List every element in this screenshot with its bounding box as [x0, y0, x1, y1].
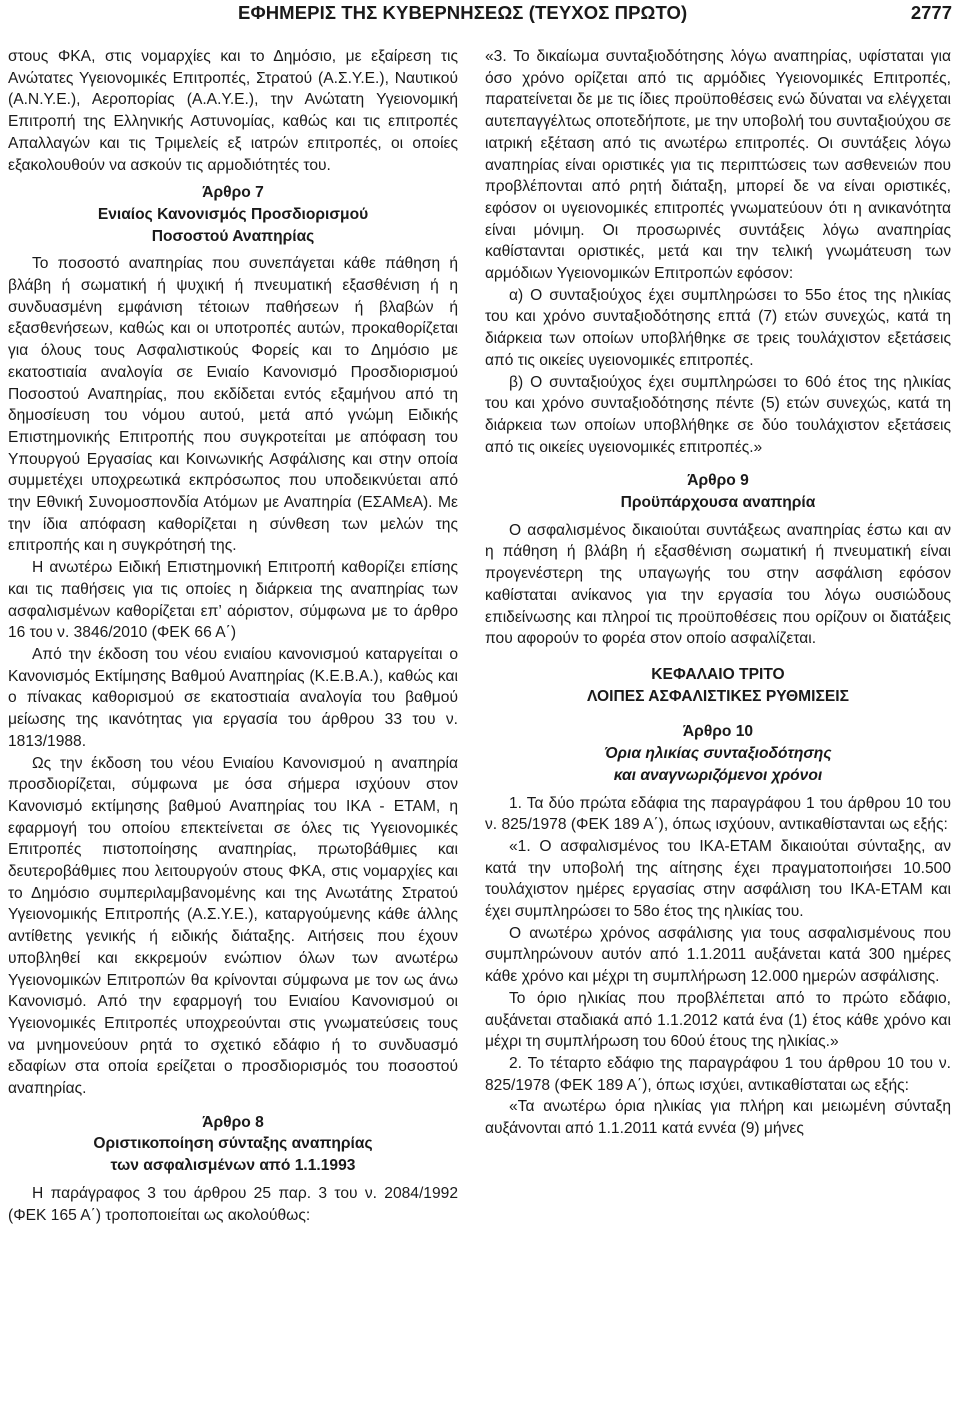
page-header: [0, 0, 960, 32]
article-7-heading: [8, 182, 458, 247]
list-item-a: α) Ο συνταξιούχος έχει συμπληρώσει το 55ο έτος της ηλικίας του και χρόνο συνταξιοδότησης επτά (7) ετών συνεχώς, κατά τη διάρκεια των οποίων υποβλήθηκε σε τρεις τουλάχιστον εξετάσεις από τις οικείες υγειονομικές επιτροπές.: [485, 286, 951, 369]
article-title: Προϋπάρχουσα αναπηρία: [620, 494, 816, 512]
gazette-title: ΕΦΗΜΕΡΙΣ ΤΗΣ ΚΥΒΕΡΝΗΣΕΩΣ (ΤΕΥΧΟΣ ΠΡΩΤΟ): [238, 2, 688, 23]
paragraph: «1. Ο ασφαλισμένος του ΙΚΑ-ΕΤΑΜ δικαιούται σύνταξης, αν κατά την υποβολή της αίτησης έχει πραγματοποιήσει 10.500 τουλάχιστον ημέρες εργασίας στην ασφάλιση του ΙΚΑ-ΕΤΑΜ και έχει συμπληρώσει το 58ο έτος της ηλικίας του.: [485, 837, 951, 921]
article-9-heading: [485, 470, 951, 513]
article-title: και αναγνωριζόμενοι χρόνοι: [613, 766, 823, 784]
paragraph: Ως την έκδοση του νέου Ενιαίου Κανονισμού η αναπηρία προσδιορίζεται, σύμφωνα με όσα σήμερα ισχύουν στον Κανονισμό εκτίμησης βαθμού Αναπηρίας του ΙΚΑ - ΕΤΑΜ, η εφαρμογή του οποίου επεκτείνεται σε όλες τις Υγειονομικές Επιτροπές πιστοποίησης αναπηρίας, πρωτοβάθμιες και δευτεροβάθμιες που λειτουργούν στους ΦΚΑ, στις νομαρχίες και το Δημόσιο συμπεριλαμβανομένης και της Ανωτάτης Στρατού Υγειονομικής Επιτροπής (Α.Σ.Υ.Ε.), καταργούμενης κάθε άλλης αντίθετης γενικής ή ειδικής διάταξης. Αιτήσεις που έχουν υποβληθεί και εκκρεμούν ενώπιον όλων των ανωτέρω Υγειονομικών Επιτροπών θα κρίνονται σύμφωνα με τον ως άνω Κανονισμό. Από την εφαρμογή του Ενιαίου Κανονισμού οι Υγειονομικές Επιτροπές υποχρεούνται στις γνωματεύσεις τους να μνημονεύουν ρητά το σχετικό εδάφιο ή το συνδυασμό εδαφίων στα οποία ερείζεται ο προσδιορισμός του ποσοστού αναπηρίας.: [8, 754, 458, 1098]
paragraph: Το όριο ηλικίας που προβλέπεται από το πρώτο εδάφιο, αυξάνεται σταδιακά από 1.1.2012 κατά ένα (1) έτος κάθε χρόνο και μέχρι τη συμπλήρωση του 60ού έτους της ηλικίας.»: [485, 989, 951, 1051]
paragraph: Η παράγραφος 3 του άρθρου 25 παρ. 3 του ν. 2084/1992 (ΦΕΚ 165 Α΄) τροποποιείται ως ακολούθως:: [8, 1184, 458, 1224]
chapter-title: ΛΟΙΠΕΣ ΑΣΦΑΛΙΣΤΙΚΕΣ ΡΥΘΜΙΣΕΙΣ: [587, 687, 849, 705]
paragraph: Από την έκδοση του νέου ενιαίου κανονισμού καταργείται ο Κανονισμός Εκτίμησης Βαθμού Αναπηρίας (Κ.Ε.Β.Α.), καθώς και ο πίνακας καθορισμού σε εκατοστιαία αναλογία του βαθμού μείωσης της ικανότητας για εργασία του άρθρου 33 του ν. 1813/1988.: [8, 645, 458, 750]
paragraph: Ο ανωτέρω χρόνος ασφάλισης για τους ασφαλισμένους που συμπληρώνουν αυτόν από 1.1.2011 αυξάνεται κατά 300 ημέρες κάθε χρόνο και μέχρι τη συμπλήρωση 12.000 ημερών ασφάλισης.: [485, 924, 951, 986]
article-title: Όρια ηλικίας συνταξιοδότησης: [604, 745, 832, 763]
article-title: Οριστικοποίηση σύνταξης αναπηρίας: [93, 1135, 373, 1153]
paragraph: Το ποσοστό αναπηρίας που συνεπάγεται κάθε πάθηση ή βλάβη ή σωματική ή ψυχική ή πνευματική εξασθένιση ή η συνδυασμένη εμφάνιση τέτοιων παθήσεων ή βλαβών ή εξασθενήσεων, καθώς και οι υποτροπές αυτών, προκαθορίζεται για όλους τους Ασφαλιστικούς Φορείς και το Δημόσιο με εκατοστιαία αναλογία σε Ενιαίο Κανονισμό Προσδιορισμού Ποσοστού Αναπηρίας, που εκδίδεται εντός εξαμήνου από τη δημοσίευση του νόμου αυτού, μετά από γνώμη Ειδικής Επιστημονικής Επιτροπής που συγκροτείται με απόφαση του Υπουργού Εργασίας και Κοινωνικής Ασφάλισης και στην οποία συμμετέχει υποχρεωτικά εκπρόσωπος που υποδεικνύεται από την Εθνική Συνομοσπονδία Ατόμων με Αναπηρία (ΕΣΑΜεΑ). Με την ίδια απόφαση καθορίζεται η σύνθεση των μελών της επιτροπής και η συγκρότησή της.: [8, 255, 458, 555]
paragraph: 1. Τα δύο πρώτα εδάφια της παραγράφου 1 του άρθρου 10 του ν. 825/1978 (ΦΕΚ 189 Α΄), όπως ισχύουν, αντικαθίστανται ως εξής:: [485, 794, 951, 834]
paragraph: «Τα ανωτέρω όρια ηλικίας για πλήρη και μειωμένη σύνταξη αυξάνονται από 1.1.2011 κατά εννέα (9) μήνες: [485, 1098, 951, 1138]
article-number: Άρθρο 7: [202, 184, 264, 202]
article-title: Ποσοστού Αναπηρίας: [151, 227, 315, 245]
chapter-heading: [485, 664, 951, 707]
paragraph: 2. Το τέταρτο εδάφιο της παραγράφου 1 του άρθρου 10 του ν. 825/1978 (ΦΕΚ 189 Α΄), όπως ισχύει, αντικαθίσταται ως εξής:: [485, 1054, 951, 1094]
article-10-heading: [485, 721, 951, 786]
article-8-heading: [8, 1112, 458, 1177]
right-column: [485, 46, 951, 1140]
paragraph: Ο ασφαλισμένος δικαιούται συντάξεως αναπηρίας έστω και αν η πάθηση ή βλάβη ή εξασθένιση σωματική ή πνευματική είναι προγενέστερη της υπαγωγής του στην ασφάλιση εφόσον καθίσταται ανίκανος για την εργασία του λόγω ουσιώδους επιδείνωσης και πληροί τις προϋποθέσεις που ορίζουν οι διατάξεις που αφορούν το φορέα στον οποίο ασφαλίζεται.: [485, 521, 951, 648]
article-number: Άρθρο 10: [682, 723, 754, 741]
article-number: Άρθρο 8: [202, 1113, 264, 1131]
paragraph: Η ανωτέρω Ειδική Επιστημονική Επιτροπή καθορίζει επίσης και τις παθήσεις για τις οποίες η διάρκεια της αναπηρίας των ασφαλισμένων καθορίζεται επ’ αόριστον, σύμφωνα με το άρθρο 16 του ν. 3846/2010 (ΦΕΚ 66 Α΄): [8, 559, 458, 642]
left-column: [8, 46, 458, 1226]
chapter-number: ΚΕΦΑΛΑΙΟ ΤΡΙΤΟ: [651, 665, 785, 683]
intro-paragraph: στους ΦΚΑ, στις νομαρχίες και το Δημόσιο, με εξαίρεση τις Ανώτατες Υγειονομικές Επιτροπές, Στρατού (Α.Σ.Υ.Ε.), Ναυτικού (Α.Ν.Υ.Ε.), Αεροπορίας (Α.Α.Υ.Ε.), την Ανώτατη Υγειονομική Επιτροπή της Ελληνικής Αστυνομίας, καθώς και τις επιτροπές Απαλλαγών και τις Τριμελείς εξ ιατρών επιτροπές, οι οποίες εξακολουθούν να ασκούν τις αρμοδιότητές του.: [8, 48, 458, 174]
page-number: 2777: [910, 2, 952, 23]
quoted-paragraph: «3. Το δικαίωμα συνταξιοδότησης λόγω αναπηρίας, υφίσταται για όσο χρόνο ορίζεται από τις αρμόδιες Υγειονομικές Επιτροπές, παρατείνεται δε με τις ίδιες προϋποθέσεις ενώ δύναται να ελέγχεται αυτεπαγγέλτως οποτεδήποτε, με την υποβολή του συνταξιούχου σε ιατρική εξέταση από τις ανωτέρω επιτροπές. Οι συντάξεις λόγω αναπηρίας είναι οριστικές για τις περιπτώσεις των ασθενειών που προβλέπονται από ρητή διάταξη, μπορεί δε να είναι οριστικές, εφόσον οι υγειονομικές επιτροπές γνωματεύουν ότι η ανικανότητα είναι μόνιμη. Οι προσωρινές συντάξεις λόγω αναπηρίας καθίστανται οριστικές, μετά και την τελική γνωμάτευση των αρμόδιων Υγειονομικών Επιτροπών εφόσον:: [485, 48, 951, 283]
article-title: Ενιαίος Κανονισμός Προσδιορισμού: [97, 205, 369, 223]
article-title: των ασφαλισμένων από 1.1.1993: [110, 1157, 356, 1175]
article-number: Άρθρο 9: [687, 472, 749, 490]
list-item-b: β) Ο συνταξιούχος έχει συμπληρώσει το 60ό έτος της ηλικίας του και χρόνο συνταξιοδότησης πέντε (5) ετών συνεχώς, κατά τη διάρκεια των οποίων υποβλήθηκε σε δύο τουλάχιστον εξετάσεις από τις οικείες υγειονομικές επιτροπές.»: [485, 373, 951, 456]
